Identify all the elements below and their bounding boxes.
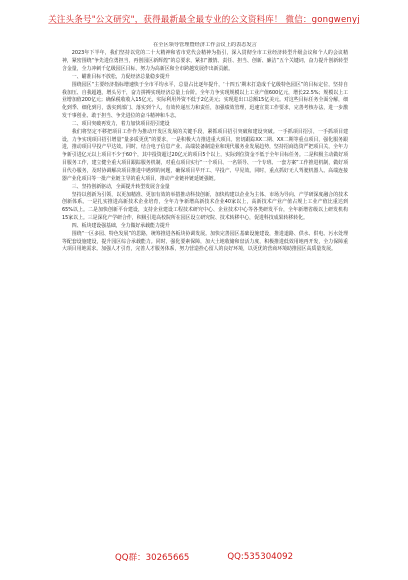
paragraph: 围绕“一区多园、特色发展”的思路，统筹推进各板块协调发展。加快完善园区基础设施建设，推进道路、供水、供电、污水处理等配套设施建设，提升园区综合承载能力。同时，强化要素保障，加大土地收储和盘活力度，积极推进低效用地再开发，全力保障重大项目用地需求。加强人才引育，完善人才服务体系，努力营造拴心留人的良好环境，以更优的营商环境助推园区高质量发展。: [62, 230, 348, 253]
section-heading: 三、坚持创新驱动，全面提升转型发展含金量: [71, 183, 170, 190]
footer-qq: QQ:535304092: [227, 552, 294, 562]
paragraph: 围绕园区“主要经济指标增速快于全市平均水平，总量占比逐年提升，‘十四五’期末打造成千亿级特色园区”的目标定位，坚持自我加压、自我超越，增头另干，奋力拼搏实现经济总量上台阶。全年力争实现规模以上工业产值600亿元，增长22.5%；规模以上工业增加值200亿元；确保税收收入15亿元，实际利用外资不低于2亿美元；实现进出口总额15亿美元。对这些目标任务全面分解，细化到季、细化到月，落实到部门、落实到个人，有效传递压力和责任，加强绩效管理，迅速宣贯工作要求，完善考核办法，进一步激发干事创业、敢于担当、争先进位的奋斗精神和斗志。: [62, 81, 348, 120]
banner-link[interactable]: 关注头条号"公文研究"，获得最新最全最专业的公文资料库！ 微信：gongwenyj: [48, 15, 360, 25]
footer-qq-group: QQ群：30265665: [114, 553, 190, 563]
top-banner: [0, 0, 408, 38]
document-title: 在全区领导管理暨经济工作会议上的表态发言: [153, 42, 257, 48]
paragraph: 2023年下半年，我们坚持以党的二十大精神和省市党代会精神为指引，深入贯彻全市工业经济转型升级会议和个人的会议精神，紧密围绕“争先进位勇担当，再创园区新辉煌”的总要求，紧扣“激情、责任、担当、创新、廉洁”五个关键词，奋力提升创新转型含金量，全力冲刺千亿级园区目标，努力为高新区和全市跨越发展作出新贡献。: [62, 50, 348, 73]
paragraph: 坚持以创新为引领，以更加精准、更加有效的举措推动科技创新，加快构建以企业为主体、市场为导向、产学研深度融合的技术创新体系。一是扎实推进高新技术企业培育，全年力争新增高新技术企业40家以上，高新技术产业产值占规上工业产值比重达到65%以上。二是加快创新平台建设，支持企业建设工程技术研究中心、企业技术中心等各类研发平台，全年新增省级以上研发机构15家以上。三是深化产学研合作，积极引进高校院所在园区设立研究院、技术转移中心，促进科技成果转移转化。: [62, 191, 348, 222]
paragraph: 我们将坚定不移把项目工作作为推动开发区发展的关键手段，紧抓项目招引突破和建设突破。一手抓项目招引，一手抓项目建设，力争实现项目招引增量“量多质更优”的要求，一是积极大力推进重大项目。密切跟踪XX二期、XX二期等重点项目，强化服务跟进，推动项目早投产早达效。同时，结合电子信息产业、高端装备制造业和现代服务业发展趋势，坚持招商选资严把项目关，全年力争新引进亿元以上项目不少于60个，其中投资超过20亿元的项目5个以上，实际到位资金不低于全年目标任务。二是积极主动做好项目服务工作，建立健全重大项目跟踪服务机制，对重点项目实行“一个项目、一名领导、一个专班、一套方案”工作推进机制，做好项目代办服务，及时协调解决项目推进中遇到的问题，确保项目早开工、早投产、早见效。同时，重点抓好无人驾驶机器人、高端连接器产业化项目等一批产业链主导的重大项目，推动产业链补链延链强链。: [62, 128, 348, 182]
section-heading: 四、板块建设强基础，全力做好承载能力提升: [71, 222, 170, 229]
footer: [0, 546, 408, 568]
section-heading: 二、项目突破再发力，着力加快项目招引建设: [71, 120, 170, 127]
section-heading: 一、瞄准目标不放松，力促经济总量稳步提升: [71, 73, 170, 80]
document-body: [62, 42, 348, 542]
